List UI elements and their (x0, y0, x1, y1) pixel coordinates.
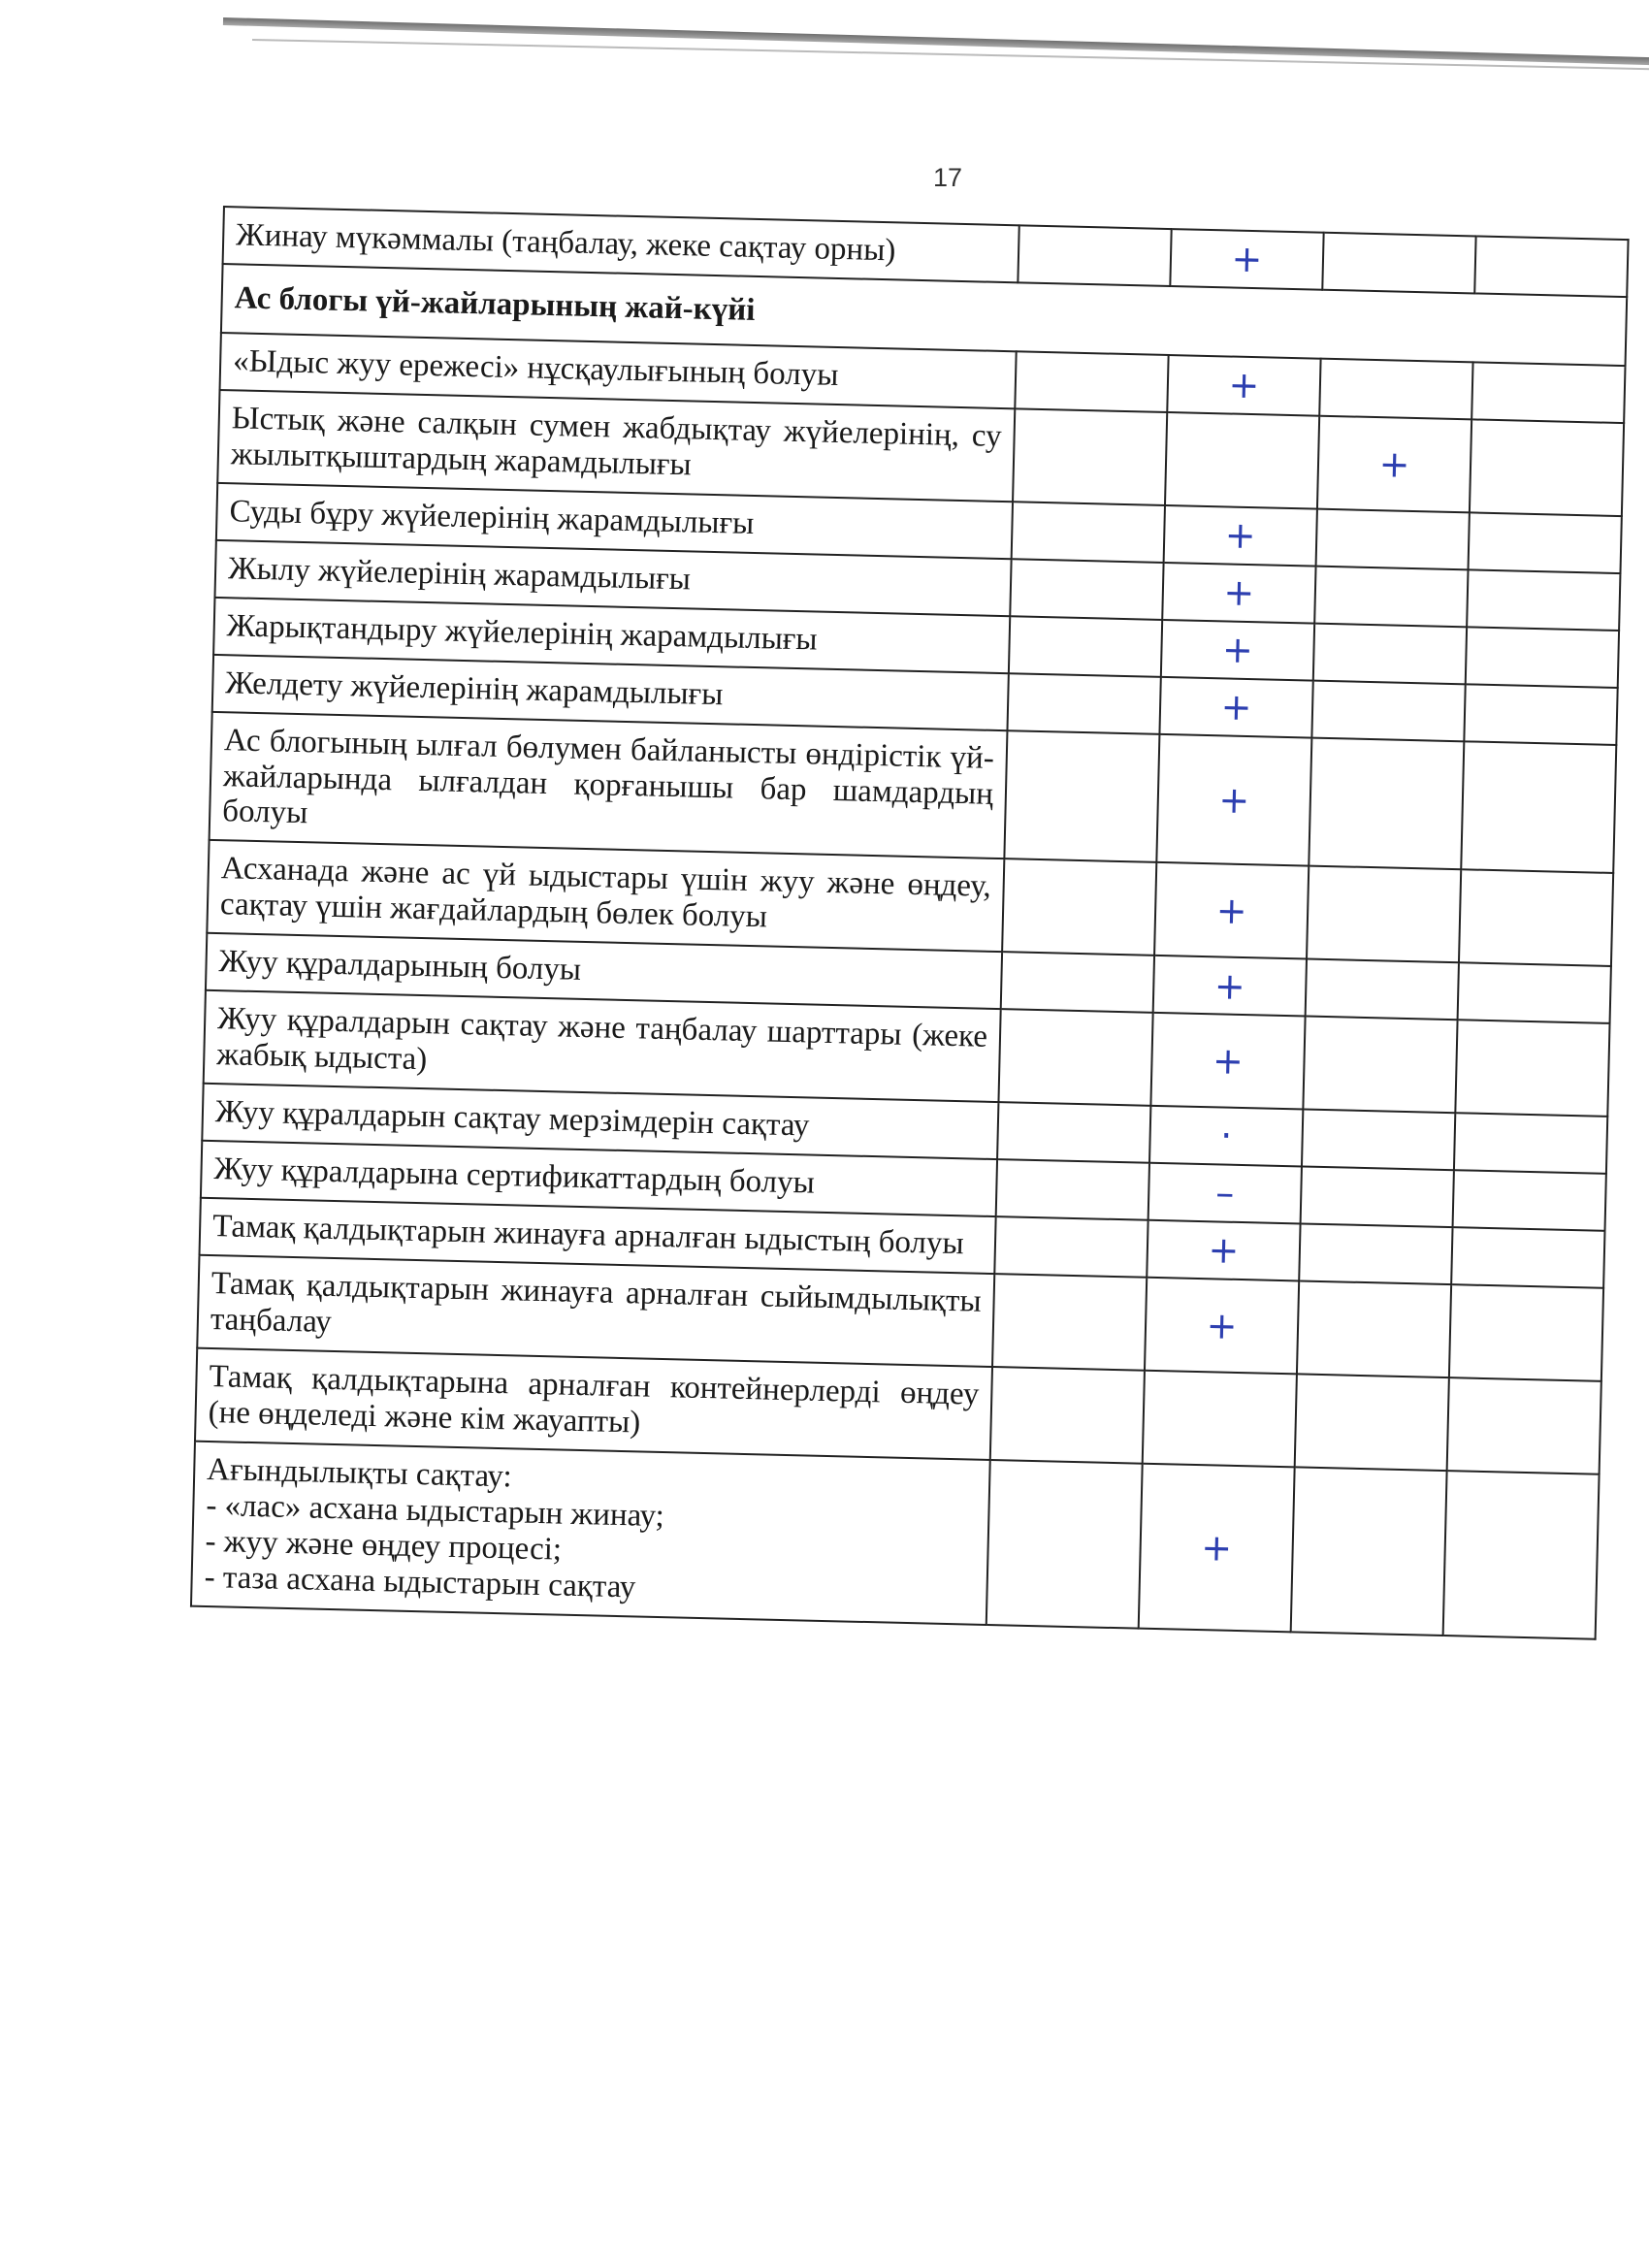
mark-cell-1 (1002, 859, 1156, 956)
mark-cell-3 (1313, 623, 1467, 684)
mark-cell-4 (1474, 236, 1628, 297)
mark-cell-3 (1303, 1017, 1457, 1114)
criterion-cell (191, 1442, 990, 1625)
mark-cell-1 (994, 1216, 1148, 1278)
criterion-text: - жуу және өңдеу процесі; (205, 1523, 563, 1568)
mark-cell-2: + (1170, 229, 1323, 290)
mark-cell-3 (1306, 959, 1459, 1021)
criterion-text: Жуу құралдарының болуы (218, 944, 582, 988)
mark-cell-4 (1447, 1377, 1601, 1474)
mark-cell-1 (1012, 502, 1165, 563)
mark-cell-3 (1316, 508, 1470, 569)
mark-cell-4 (1464, 684, 1617, 745)
checklist-body (191, 207, 1629, 1638)
mark-cell-3 (1302, 1110, 1455, 1171)
mark-cell-2 (1143, 1371, 1297, 1468)
mark-cell-1 (996, 1159, 1149, 1220)
mark-cell-2: + (1161, 620, 1314, 681)
mark-cell-4 (1459, 870, 1613, 967)
mark-cell-1 (1007, 673, 1160, 734)
criterion-text: Жинау мүкәммалы (таңбалау, жеке сақтау орны) (235, 217, 896, 269)
criterion-text: - таза асхана ыдыстарын сақтау (204, 1559, 636, 1605)
mark-cell-3: + (1317, 416, 1471, 513)
mark-cell-3 (1307, 866, 1461, 963)
mark-cell-3 (1311, 680, 1465, 741)
mark-cell-2 (1165, 412, 1319, 509)
criterion-text: Жуу құралдарын сақтау және таңбалау шарттары (жеке жабық ыдыста) (215, 1001, 988, 1078)
mark-cell-3 (1309, 737, 1464, 870)
mark-cell-4 (1451, 1227, 1604, 1288)
mark-cell-4 (1470, 419, 1624, 516)
mark-cell-1 (1009, 616, 1162, 677)
mark-cell-2: + (1147, 1220, 1300, 1281)
mark-cell-3 (1301, 1167, 1454, 1228)
criterion-cell (210, 711, 1008, 859)
mark-cell-2: + (1139, 1464, 1295, 1632)
criterion-text: Жылу жүйелерінің жарамдылығы (227, 550, 692, 598)
checklist-table (190, 206, 1630, 1639)
mark-cell-3 (1297, 1281, 1451, 1378)
mark-cell-3 (1295, 1374, 1449, 1471)
mark-cell-3 (1299, 1224, 1452, 1285)
criterion-text: - «лас» асхана ыдыстарын жинау; (206, 1487, 665, 1534)
criterion-text: Жарықтандыру жүйелерінің жарамдылығы (226, 607, 818, 658)
mark-cell-4 (1454, 1113, 1607, 1174)
mark-cell-1 (998, 1009, 1152, 1106)
criterion-text: Асханада және ас үй ыдыстары үшін жуу және өңдеу, сақтау үшін жағдайлардың бөлек болуы (219, 851, 992, 935)
mark-cell-4 (1467, 569, 1620, 631)
mark-cell-2: + (1167, 355, 1320, 416)
mark-cell-4 (1449, 1284, 1603, 1381)
mark-cell-2: + (1164, 505, 1317, 567)
mark-cell-3 (1314, 566, 1468, 627)
mark-cell-1 (1001, 952, 1154, 1013)
mark-cell-4 (1466, 627, 1619, 688)
mark-cell-2: + (1159, 677, 1312, 738)
criterion-text: Желдету жүйелерінің жарамдылығы (224, 664, 724, 712)
criterion-text: Суды бұру жүйелерінің жарамдылығы (229, 494, 755, 541)
mark-cell-1 (997, 1102, 1150, 1163)
mark-cell-1 (1018, 225, 1171, 286)
criterion-text: Ыстық және салқын сумен жабдықтау жүйелерінің, су жылытқыштардың жарамдылығы (230, 401, 1003, 483)
mark-cell-4 (1453, 1170, 1606, 1231)
mark-cell-1 (1004, 730, 1159, 863)
mark-cell-4 (1469, 512, 1622, 573)
mark-cell-2: + (1156, 733, 1311, 866)
mark-cell-4 (1458, 963, 1611, 1024)
mark-cell-1 (990, 1367, 1145, 1464)
criterion-text: Тамақ қалдықтарын жинауға арналған сыйымдылықты таңбалау (210, 1266, 983, 1340)
criterion-text: Ас блогының ылғал бөлумен байланысты өндірістік үй-жайларында ылғалдан қорғанышы бар шамдардың болуы (221, 722, 995, 831)
mark-cell-2: – (1148, 1163, 1302, 1224)
mark-cell-4 (1455, 1021, 1609, 1118)
mark-cell-1 (1010, 559, 1163, 620)
mark-cell-3 (1322, 233, 1475, 294)
criterion-text: Жуу құралдарына сертификаттардың болуы (213, 1151, 816, 1201)
criterion-text: Тамақ қалдықтарына арналған контейнерлерді өңдеу (не өңделеді және кім жауапты) (208, 1358, 980, 1441)
mark-cell-2: + (1150, 1013, 1305, 1110)
mark-cell-4 (1443, 1471, 1600, 1638)
mark-cell-2: · (1149, 1106, 1303, 1167)
criterion-text: «Ыдыс жуу ережесі» нұсқаулығының болуы (232, 343, 839, 393)
mark-cell-1 (1015, 351, 1168, 412)
table-row (191, 1442, 1600, 1639)
mark-cell-2: + (1153, 956, 1307, 1017)
mark-cell-4 (1461, 741, 1616, 874)
mark-cell-1 (1013, 408, 1167, 505)
page-number: 17 (933, 163, 963, 192)
mark-cell-1 (986, 1460, 1143, 1628)
mark-cell-2: + (1154, 862, 1309, 959)
mark-cell-3 (1319, 359, 1472, 420)
scan-edge (223, 17, 1649, 66)
mark-cell-1 (992, 1274, 1147, 1371)
mark-cell-2: + (1162, 563, 1315, 624)
mark-cell-3 (1291, 1467, 1447, 1635)
criterion-text: Ағындылықты сақтау: (206, 1451, 513, 1495)
criterion-text: Тамақ қалдықтарын жинауға арналған ыдыстың болуы (211, 1209, 965, 1262)
mark-cell-4 (1471, 362, 1625, 423)
mark-cell-2: + (1145, 1278, 1299, 1375)
criterion-text: Жуу құралдарын сақтау мерзімдерін сақтау (214, 1094, 810, 1144)
criterion-text: Ас блогы үй-жайларының жай-күйі (234, 280, 756, 328)
